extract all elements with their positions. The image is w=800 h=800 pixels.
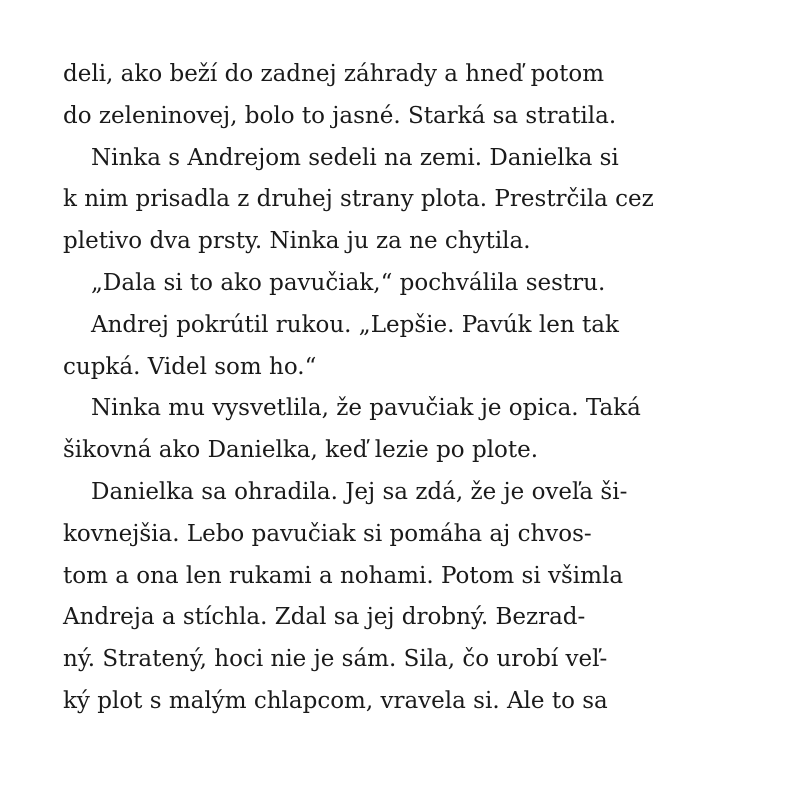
text-line: kovnejšia. Lebo pavučiak si pomáha aj chvos- bbox=[63, 520, 592, 547]
text-line: ký plot s malým chlapcom, vravela si. Ale to sa bbox=[63, 687, 608, 714]
paragraph-start-line: „Dala si to ako pavučiak,“ pochválila sestru. bbox=[91, 269, 606, 296]
text-line: do zeleninovej, bolo to jasné. Starká sa stratila. bbox=[63, 102, 617, 129]
text-line: pletivo dva prsty. Ninka ju za ne chytila. bbox=[63, 228, 531, 255]
text-line: k nim prisadla z druhej strany plota. Prestrčila cez bbox=[63, 186, 654, 213]
text-line: tom a ona len rukami a nohami. Potom si všimla bbox=[63, 562, 624, 589]
paragraph-start-line: Ninka mu vysvetlila, že pavučiak je opica. Taká bbox=[91, 395, 641, 422]
paragraph-start-line: Danielka sa ohradila. Jej sa zdá, že je oveľa ši- bbox=[91, 478, 628, 505]
paragraph-start-line: Andrej pokrútil rukou. „Lepšie. Pavúk len tak bbox=[91, 311, 619, 338]
text-line: ný. Stratený, hoci nie je sám. Sila, čo urobí veľ- bbox=[63, 646, 608, 673]
body-text bbox=[63, 54, 743, 723]
paragraph-start-line: Ninka s Andrejom sedeli na zemi. Danielka si bbox=[91, 144, 619, 171]
text-line: cupká. Videl som ho.“ bbox=[63, 353, 317, 380]
text-line: šikovná ako Danielka, keď lezie po plote. bbox=[63, 437, 539, 464]
text-line: deli, ako beží do zadnej záhrady a hneď potom bbox=[63, 61, 605, 87]
text-line: Andreja a stíchla. Zdal sa jej drobný. Bezrad- bbox=[63, 604, 586, 631]
